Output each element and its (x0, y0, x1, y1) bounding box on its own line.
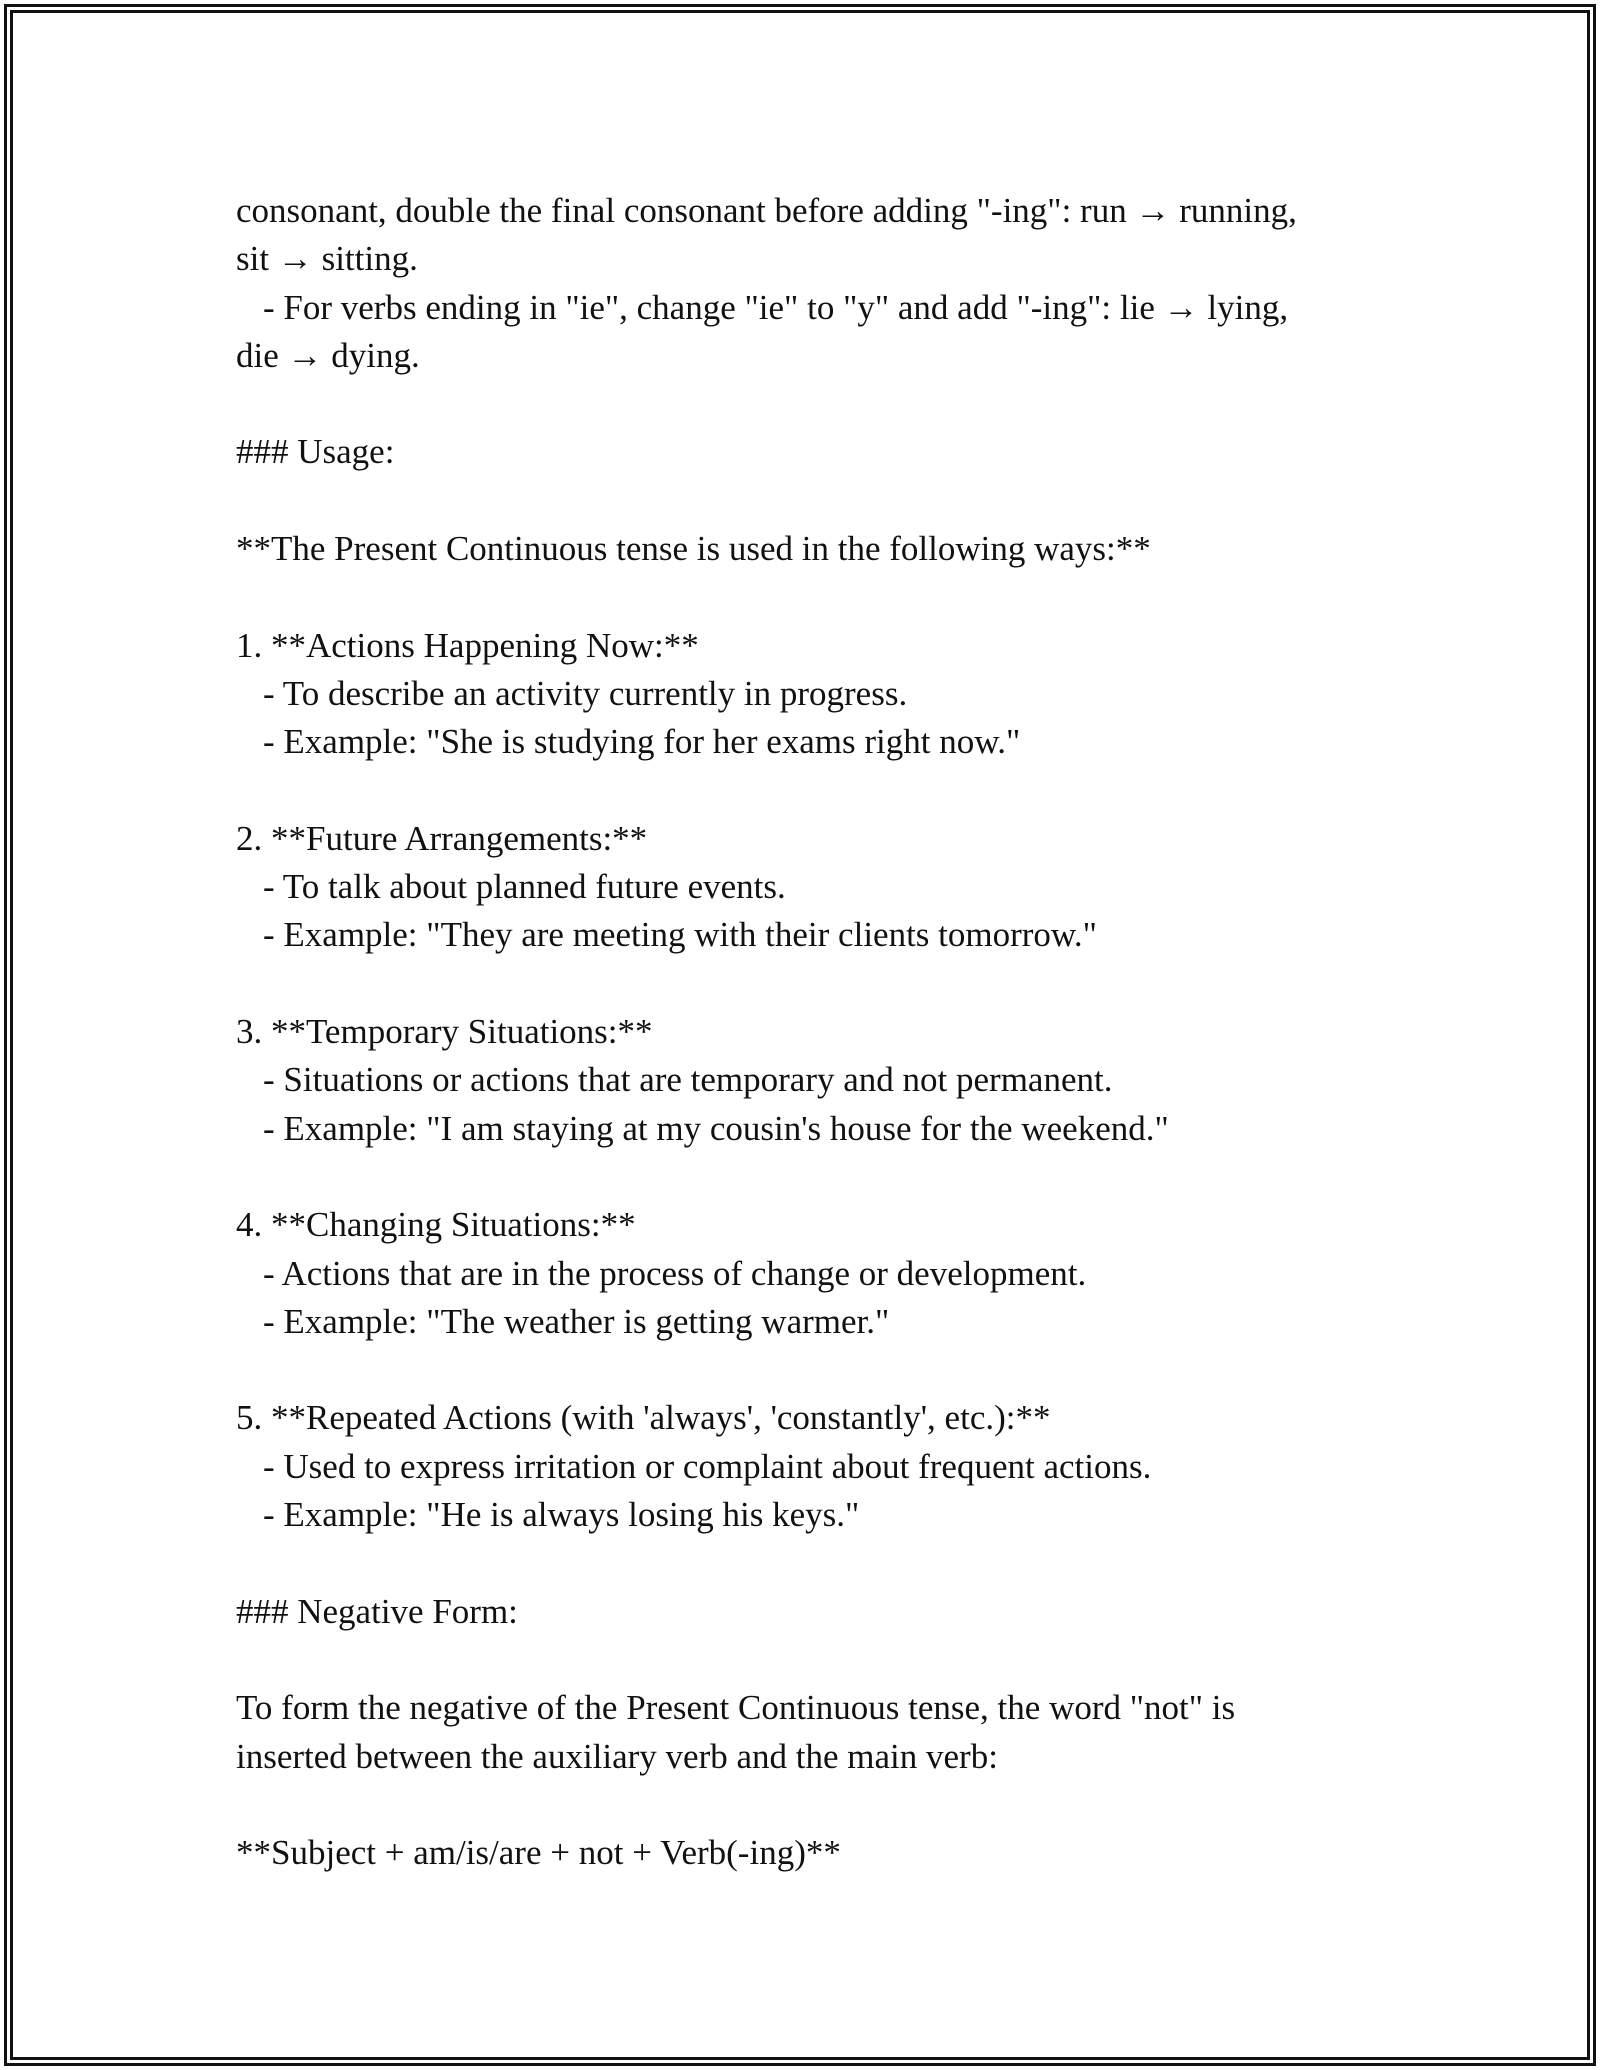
usage-item-3 (236, 1008, 1416, 1153)
usage-item-example: - Example: "They are meeting with their clients tomorrow." (263, 915, 1097, 955)
spacer (236, 1153, 1416, 1201)
usage-item-1 (236, 622, 1416, 767)
spacer (236, 477, 1416, 525)
usage-item-desc: - To talk about planned future events. (263, 867, 786, 907)
usage-item-example: - Example: "The weather is getting warmer." (263, 1301, 890, 1341)
spacer (236, 1346, 1416, 1394)
usage-item-desc: - Actions that are in the process of change or development. (263, 1253, 1087, 1293)
usage-item-5 (236, 1394, 1416, 1539)
spacer (236, 1781, 1416, 1829)
intro-line-3: - For verbs ending in "ie", change "ie" to "y" and add "-ing": lie → lying, (263, 287, 1289, 327)
usage-item-title: 5. **Repeated Actions (with 'always', 'constantly', etc.):** (236, 1398, 1051, 1438)
usage-item-desc: - To describe an activity currently in progress. (263, 673, 908, 713)
usage-item-4 (236, 1201, 1416, 1346)
usage-item-example: - Example: "She is studying for her exams right now." (263, 722, 1021, 762)
spacer (236, 1539, 1416, 1587)
intro-line-2: sit → sitting. (236, 239, 418, 279)
usage-item-example: - Example: "He is always losing his keys." (263, 1495, 860, 1535)
spacer (236, 767, 1416, 815)
intro-line-1: consonant, double the final consonant before adding "-ing": run → running, (236, 191, 1297, 230)
usage-item-2 (236, 815, 1416, 960)
usage-item-title: 3. **Temporary Situations:** (236, 1012, 653, 1052)
usage-item-title: 4. **Changing Situations:** (236, 1205, 636, 1245)
negative-paragraph-line-2: inserted between the auxiliary verb and the main verb: (236, 1736, 998, 1776)
usage-item-desc: - Used to express irritation or complaint about frequent actions. (263, 1446, 1152, 1486)
usage-item-title: 1. **Actions Happening Now:** (236, 625, 699, 665)
spacer (236, 1636, 1416, 1684)
usage-lead: **The Present Continuous tense is used in the following ways:** (236, 529, 1151, 569)
usage-item-example: - Example: "I am staying at my cousin's house for the weekend." (263, 1108, 1169, 1148)
negative-formula: **Subject + am/is/are + not + Verb(-ing)** (236, 1833, 841, 1873)
intro-line-4: die → dying. (236, 335, 420, 375)
negative-heading: ### Negative Form: (236, 1591, 518, 1631)
spacer (236, 380, 1416, 428)
negative-paragraph-line-1: To form the negative of the Present Continuous tense, the word "not" is (236, 1688, 1236, 1728)
document-body (236, 187, 1416, 1877)
spacer (236, 960, 1416, 1008)
usage-item-desc: - Situations or actions that are temporary and not permanent. (263, 1060, 1113, 1100)
spacer (236, 573, 1416, 621)
usage-heading: ### Usage: (236, 432, 395, 472)
usage-item-title: 2. **Future Arrangements:** (236, 818, 648, 858)
